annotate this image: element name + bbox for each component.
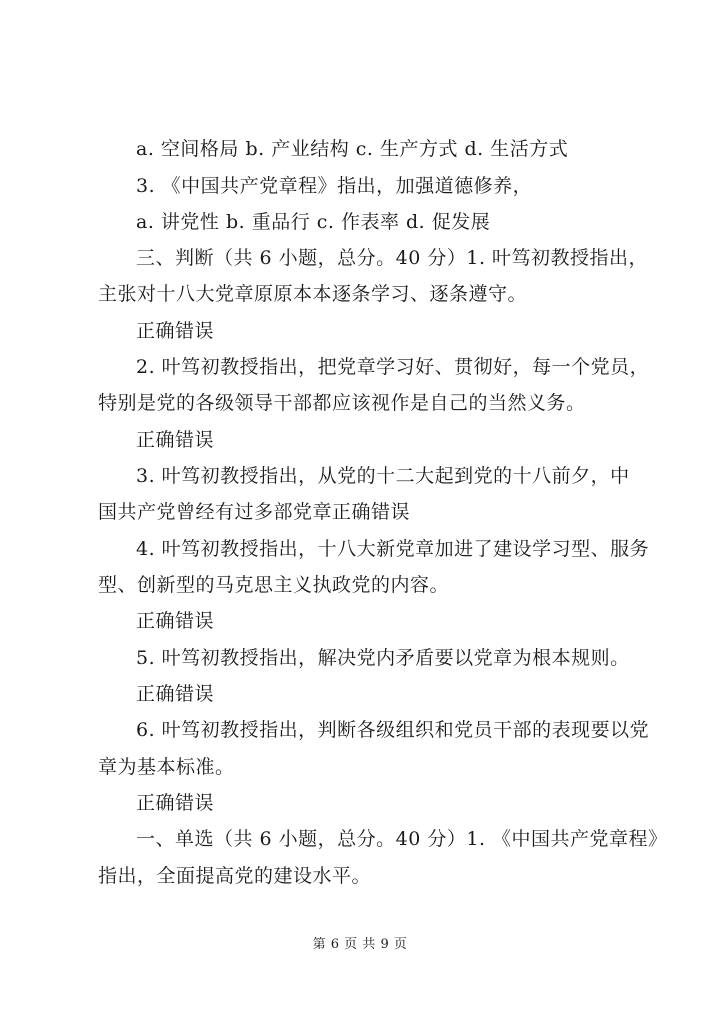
text-line-answer-2: 正确错误 — [136, 429, 215, 451]
text-line-question-3: 3. 《中国共产党章程》指出，加强道德修养， — [136, 175, 533, 197]
text-line-options-2: a. 讲党性 b. 重品行 c. 作表率 d. 促发展 — [136, 211, 491, 233]
text-line-answer-4: 正确错误 — [136, 610, 215, 632]
text-line-single-choice-1-cont: 指出，全面提高党的建设水平。 — [98, 865, 372, 887]
page-number-footer: 第 6 页 共 9 页 — [312, 937, 408, 952]
text-line-section-judgement: 三、判断（共 6 小题，总分。40 分）1. 叶笃初教授指出， — [136, 247, 649, 269]
text-line-judgement-2-cont: 特别是党的各级领导干部都应该视作是自己的当然义务。 — [98, 392, 586, 414]
text-line-judgement-5: 5. 叶笃初教授指出，解决党内矛盾要以党章为根本规则。 — [136, 647, 630, 669]
text-line-judgement-6-cont: 章为基本标准。 — [98, 756, 235, 778]
text-line-answer-1: 正确错误 — [136, 320, 215, 342]
text-line-judgement-3: 3. 叶笃初教授指出，从党的十二大起到党的十八前夕，中 — [136, 465, 630, 487]
text-line-judgement-3-cont: 国共产党曾经有过多部党章正确错误 — [98, 501, 411, 523]
text-line-judgement-4: 4. 叶笃初教授指出，十八大新党章加进了建设学习型、服务 — [136, 538, 650, 560]
text-line-judgement-4-cont: 型、创新型的马克思主义执政党的内容。 — [98, 574, 450, 596]
text-line-answer-5: 正确错误 — [136, 683, 215, 705]
text-line-judgement-1-cont: 主张对十八大党章原原本本逐条学习、逐条遵守。 — [98, 283, 528, 305]
text-line-options-1: a. 空间格局 b. 产业结构 c. 生产方式 d. 生活方式 — [136, 138, 569, 160]
text-line-judgement-6: 6. 叶笃初教授指出，判断各级组织和党员干部的表现要以党 — [136, 719, 650, 741]
text-line-answer-6: 正确错误 — [136, 792, 215, 814]
text-line-judgement-2: 2. 叶笃初教授指出，把党章学习好、贯彻好，每一个党员， — [136, 356, 650, 378]
text-line-section-single-choice: 一、单选（共 6 小题，总分。40 分）1. 《中国共产党章程》 — [136, 828, 668, 850]
